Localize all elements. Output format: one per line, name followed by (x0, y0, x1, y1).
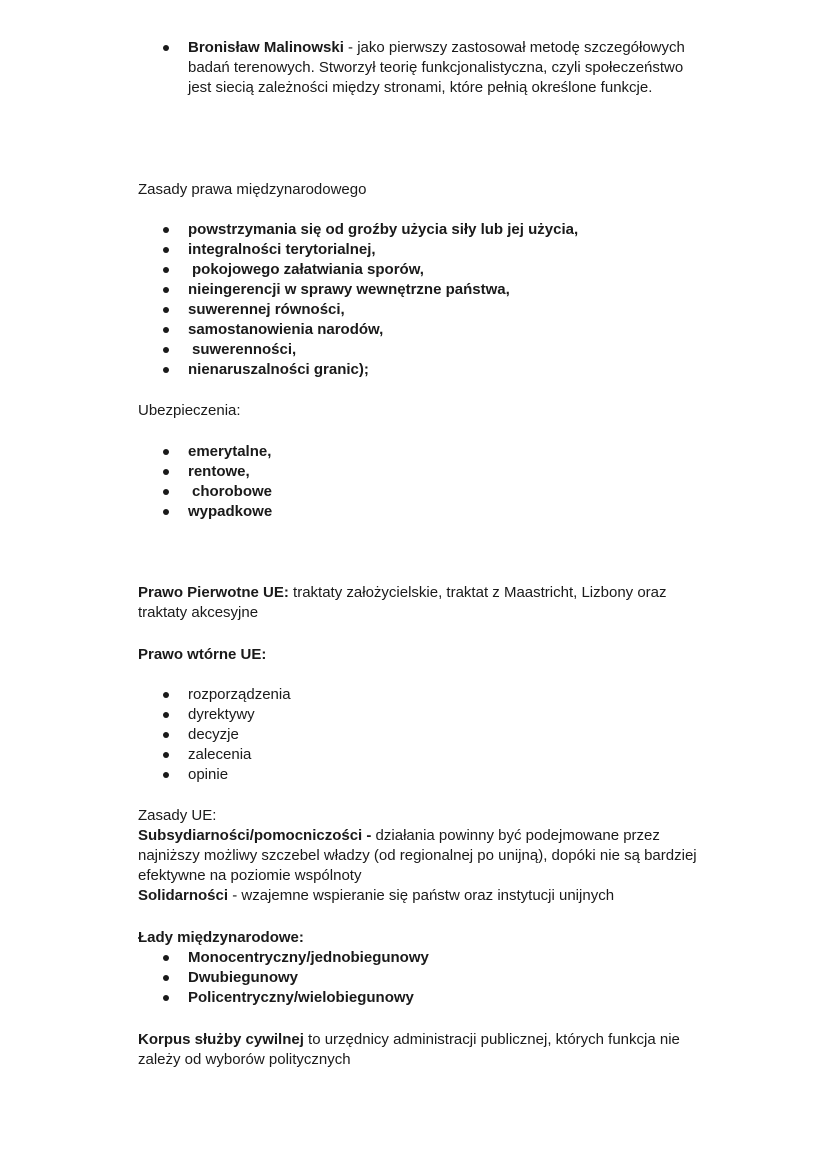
bullet-icon (163, 449, 169, 455)
bullet-icon (163, 955, 169, 961)
list-item (138, 320, 698, 340)
list-item-text: suwerenności, (192, 341, 297, 358)
list-item (138, 220, 698, 240)
person-description: - jako pierwszy zastosował metodę szczegółowych badań terenowych. Stworzył teorię funkcjonalistyczna, czyli społeczeństwo jest siecią zależności między stronami, które pełnią określone funkcje. (188, 39, 685, 96)
bullet-icon (163, 692, 169, 698)
solidarity-text: - wzajemne wspieranie się państw oraz instytucji unijnych (228, 887, 615, 904)
bullet-icon (163, 469, 169, 475)
list-item (138, 745, 698, 765)
bullet-icon (163, 45, 169, 51)
list-item-text: dyrektywy (188, 706, 255, 723)
list-item-text: zalecenia (188, 746, 252, 763)
intl-law-list-wrap (138, 220, 698, 380)
list-item (138, 300, 698, 320)
list-item (138, 725, 698, 745)
bullet-icon (163, 489, 169, 495)
bullet-icon (163, 509, 169, 515)
list-item (138, 38, 698, 98)
list-item (138, 260, 698, 280)
list-item-text: nienaruszalności granic); (188, 361, 369, 378)
list-item-text: Dwubiegunowy (188, 969, 298, 986)
bullet-icon (163, 347, 169, 353)
person-name: Bronisław Malinowski (188, 39, 344, 56)
list-item (138, 685, 698, 705)
list-item-text: chorobowe (192, 483, 273, 500)
intl-law-list (138, 220, 698, 380)
bullet-icon (163, 752, 169, 758)
list-item (138, 462, 698, 482)
list-item-text: rozporządzenia (188, 686, 291, 703)
bullet-icon (163, 247, 169, 253)
bullet-icon (163, 267, 169, 273)
orders-list (138, 948, 698, 1008)
solidarity-label: Solidarności (138, 887, 229, 904)
list-item-text: decyzje (188, 726, 239, 743)
list-item (138, 948, 698, 968)
bullet-icon (163, 712, 169, 718)
list-item (138, 360, 698, 380)
list-item-text: nieingerencji w sprawy wewnętrzne państwa, (188, 281, 510, 298)
insurance-list (138, 442, 698, 522)
bullet-icon (163, 975, 169, 981)
insurance-list-wrap (138, 442, 698, 522)
eu-principles-section (138, 806, 698, 906)
list-item (138, 240, 698, 260)
list-item-text: suwerennej równości, (188, 301, 345, 318)
secondary-law-list (138, 685, 698, 785)
civil-service-text: to urzędnicy administracji publicznej, których funkcja nie zależy od wyborów politycznych (138, 1031, 680, 1068)
list-item-text: powstrzymania się od groźby użycia siły lub jej użycia, (188, 221, 579, 238)
bullet-icon (163, 287, 169, 293)
list-item-text: emerytalne, (188, 443, 272, 460)
civil-service-label: Korpus służby cywilnej (138, 1031, 304, 1048)
list-item (138, 765, 698, 785)
intl-law-section (138, 180, 698, 200)
malinowski-section (138, 38, 698, 98)
list-item-text: samostanowienia narodów, (188, 321, 384, 338)
section-heading: Ubezpieczenia: (138, 402, 241, 419)
list-item (138, 482, 698, 502)
bullet-icon (163, 227, 169, 233)
bullet-icon (163, 732, 169, 738)
list-item (138, 968, 698, 988)
list-item (138, 705, 698, 725)
section-heading: Prawo wtórne UE: (138, 646, 267, 663)
orders-section (138, 928, 698, 1008)
list-item-text: Policentryczny/wielobiegunowy (188, 989, 414, 1006)
section-heading: Zasady UE: (138, 807, 217, 824)
list-item (138, 988, 698, 1008)
list-item (138, 442, 698, 462)
civil-service-section (138, 1030, 698, 1070)
subsidiarity-text: działania powinny być podejmowane przez najniższy możliwy szczebel władzy (od regionalnej po unijną), dopóki nie są bardziej efektywne na poziomie wspólnoty (138, 827, 697, 884)
list-item (138, 340, 698, 360)
bullet-icon (163, 995, 169, 1001)
list-item-text: Monocentryczny/jednobiegunowy (188, 949, 429, 966)
bullet-icon (163, 772, 169, 778)
section-heading: Zasady prawa międzynarodowego (138, 181, 367, 198)
subsidiarity-label: Subsydiarności/pomocniczości - (138, 827, 372, 844)
list-item-text: integralności terytorialnej, (188, 241, 376, 258)
section-heading: Łady międzynarodowe: (138, 929, 304, 946)
secondary-law-list-wrap (138, 685, 698, 785)
bullet-icon (163, 367, 169, 373)
primary-law-label: Prawo Pierwotne UE: (138, 584, 289, 601)
insurance-section (138, 401, 698, 421)
bullet-icon (163, 327, 169, 333)
list-item-text: rentowe, (188, 463, 250, 480)
list-item-text: wypadkowe (188, 503, 273, 520)
list-item (138, 280, 698, 300)
list-item-text: opinie (188, 766, 229, 783)
primary-law-text: traktaty założycielskie, traktat z Maastricht, Lizbony oraz traktaty akcesyjne (138, 584, 667, 621)
list-item-text: pokojowego załatwiania sporów, (192, 261, 424, 278)
secondary-law-section (138, 645, 698, 665)
primary-law-section (138, 583, 698, 623)
list-item (138, 502, 698, 522)
bullet-icon (163, 307, 169, 313)
